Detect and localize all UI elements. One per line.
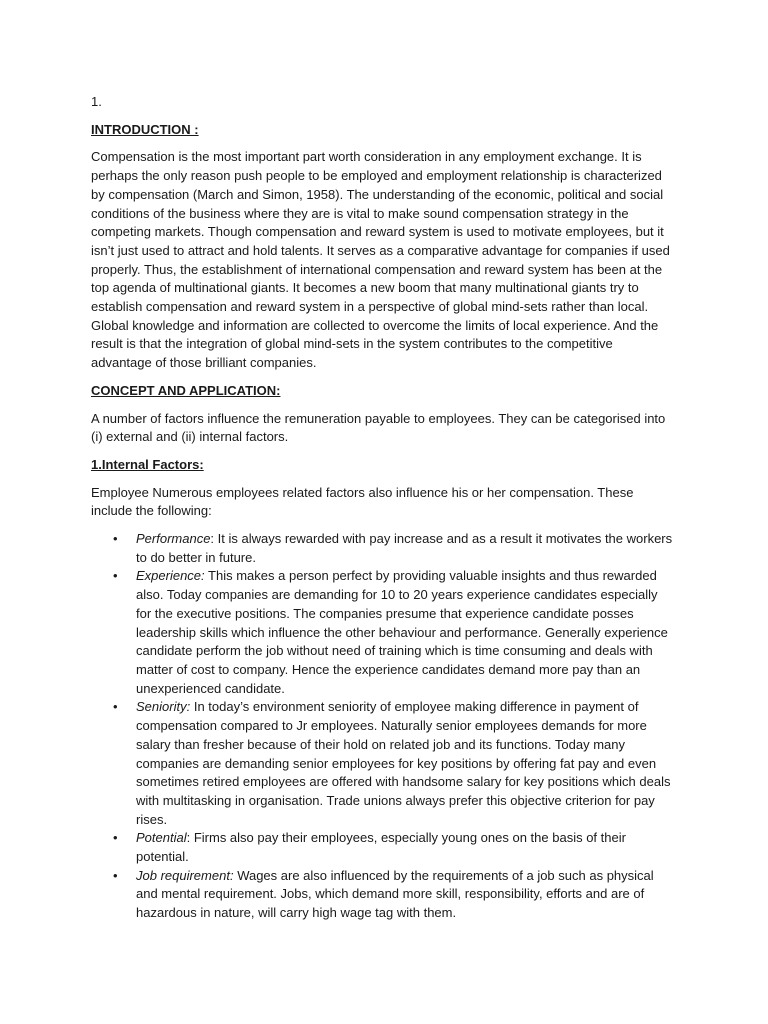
- factor-text: This makes a person perfect by providing valuable insights and thus rewarded also. Today companies are demanding for 10 to 20 years experience candidates especially for the executive positions. The companies presume that experience candidate posses leadership skills which influence the other behaviour and performance. Generally experience candidate perform the job without need of training which is time consuming and deals with matter of cost to company. Hence the experience candidates demand more pay than an unexperienced candidate.: [136, 568, 668, 696]
- bullet-icon: •: [113, 867, 118, 883]
- factor-text: In today’s environment seniority of employee making difference in payment of compensation compared to Jr employees. Naturally senior employees demands for more salary than fresher because of their hold on related job and its functions. Today many companies are demanding senior employees for key positions by offering fat pay and even sometimes retired employees are offered with handsome salary for key positions which deals with multitasking in organisation. Trade unions always prefer this objective criterion for pay rises.: [136, 699, 671, 827]
- factor-text: Firms also pay their employees, especially young ones on the basis of their potential.: [136, 830, 626, 865]
- factor-separator: :: [186, 830, 194, 846]
- factor-lead: Performance: [136, 531, 211, 547]
- factor-text: It is always rewarded with pay increase and as a result it motivates the workers to do better in future.: [136, 531, 673, 565]
- bullet-icon: •: [113, 531, 118, 547]
- factor-lead: Experience:: [136, 568, 205, 584]
- concept-paragraph: A number of factors influence the remuneration payable to employees. They can be categorised into (i) external and (ii) internal factors.: [91, 410, 666, 445]
- factor-lead: Potential: [136, 830, 187, 846]
- list-item: [113, 829, 676, 866]
- introduction-paragraph: Compensation is the most important part worth consideration in any employment exchange. It is perhaps the only reason push people to be employed and employment relationship is characterized by compensation (March and Simon, 1958). The understanding of the economic, political and social conditions of the business where they are is vital to make sound compensation strategy in the competing markets. Though compensation and reward system is used to motivate employees, but it isn’t just used to attract and hold talents. It serves as a comparative advantage for companies if used properly. Thus, the establishment of international compensation and reward system has been at the top agenda of multinational giants. It becomes a new boom that many multinational giants try to establish compensation and reward system in a perspective of global mind-sets rather than local. Global knowledge and information are collected to overcome the limits of local experience. And the result is that the integration of global mind-sets in the system contributes to the competitive advantage of those brilliant companies.: [91, 149, 670, 371]
- factor-separator: :: [210, 531, 218, 547]
- internal-factors-paragraph: Employee Numerous employees related factors also influence his or her compensation. These include the following:: [91, 484, 634, 519]
- section-number: 1.: [91, 94, 102, 109]
- bullet-icon: •: [113, 699, 118, 715]
- concept-heading: CONCEPT AND APPLICATION:: [91, 382, 281, 398]
- introduction-heading: INTRODUCTION :: [91, 121, 199, 137]
- factor-lead: Job requirement:: [136, 867, 234, 883]
- internal-factors-heading: 1.Internal Factors:: [91, 456, 204, 472]
- list-item: [113, 867, 676, 923]
- factor-lead: Seniority:: [136, 699, 191, 715]
- bullet-icon: •: [113, 830, 118, 846]
- bullet-icon: •: [113, 568, 118, 584]
- list-item: [113, 698, 676, 829]
- list-item: [113, 530, 676, 567]
- factor-text: Wages are also influenced by the requirements of a job such as physical and mental requirement. Jobs, which demand more skill, responsibility, efforts and are of hazardous in nature, will carry high wage tag with them.: [136, 867, 654, 921]
- factors-list: [91, 530, 676, 923]
- list-item: [113, 567, 676, 698]
